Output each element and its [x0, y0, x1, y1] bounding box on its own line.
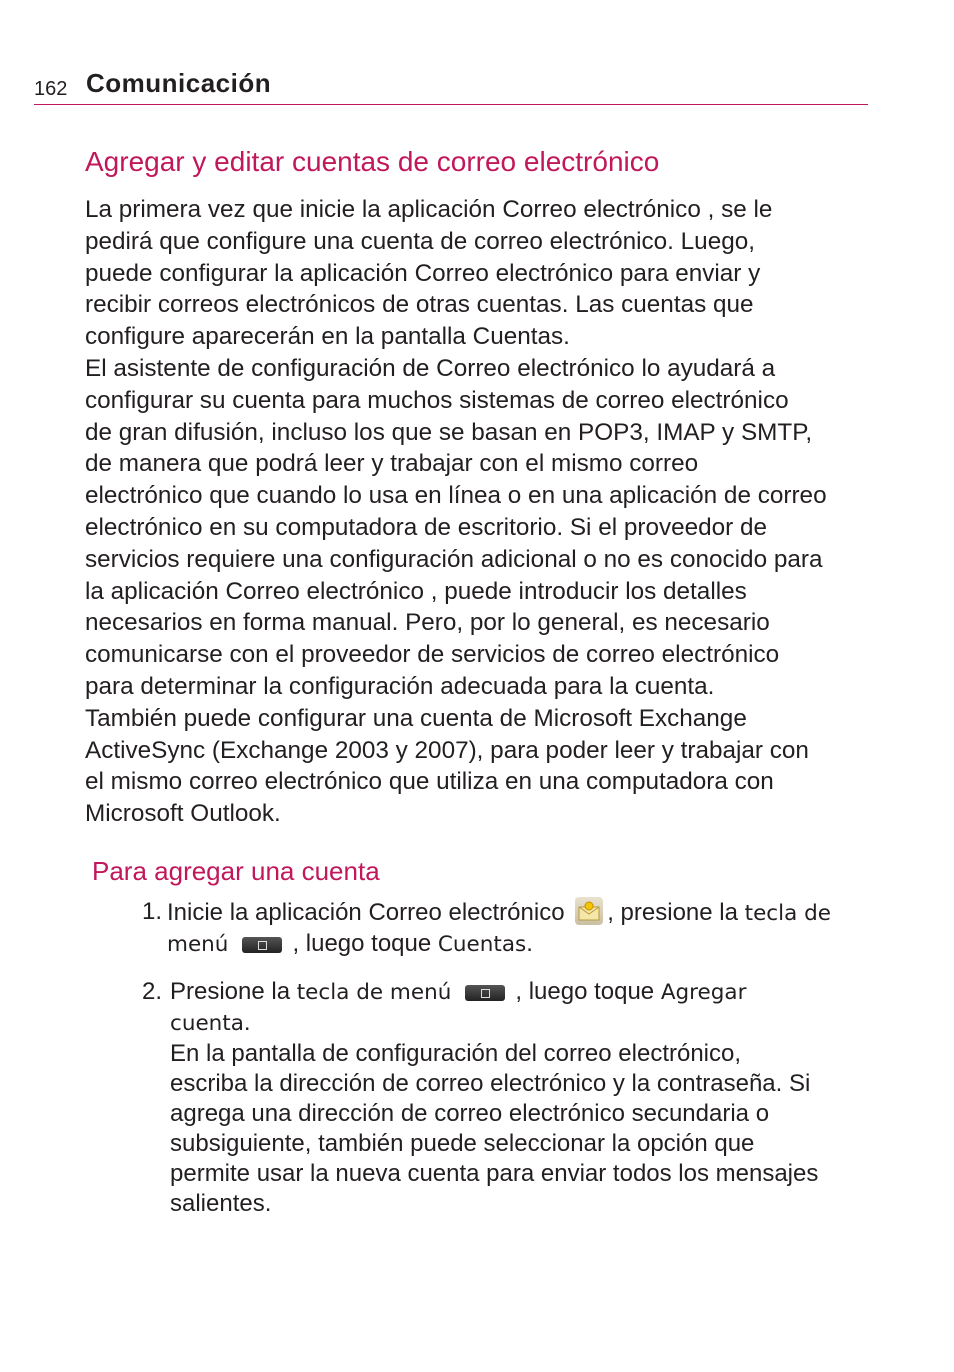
step-2: 2. Presione la tecla de menú , luego toque Agregar cuenta. En la pantalla de configuración del correo electrónico, escriba la dirección de correo electrónico y la contraseña. Si agrega una dirección de correo electrónico secundaria o subsiguiente, también puede seleccionar la opción que permite usar la nueva cuenta para enviar todos los mensajes salientes. — [142, 978, 819, 1217]
email-app-icon — [575, 897, 603, 925]
body-text — [85, 194, 875, 830]
step-1: 1. Inicie la aplicación Correo electrónico , presione la tecla de menú , luego toque Cuentas. — [142, 898, 831, 957]
page-header — [34, 66, 868, 105]
page-number: 162 — [34, 78, 68, 100]
section-title: Agregar y editar cuentas de correo electrónico — [85, 146, 660, 177]
subsection-title: Para agregar una cuenta — [92, 856, 380, 886]
paragraph-intro: La primera vez que inicie la aplicación Correo electrónico , se le pedirá que configure una cuenta de correo electrónico. Luego, puede configurar la aplicación Correo electrónico para enviar y recibir correos electrónicos de otras cuentas. Las cuentas que configure aparecerán en la pantalla Cuentas. — [85, 196, 773, 351]
step-2-number: 2. — [142, 978, 163, 1005]
step-1-number: 1. — [142, 898, 163, 925]
paragraph-wizard: El asistente de configuración de Correo electrónico lo ayudará a configurar su cuenta para muchos sistemas de correo electrónico de gran difusión, incluso los que se basan en POP3, IMAP y SMTP, de manera que podrá leer y trabajar con el mismo correo electrónico que cuando lo usa en línea o en una aplicación de correo electrónico en su computadora de escritorio. Si el proveedor de servicios requiere una configuración adicional o no es conocido para la aplicación Correo electrónico , puede introducir los detalles necesarios en forma manual. Pero, por lo general, es necesario comunicarse con el proveedor de servicios de correo electrónico para determinar la configuración adecuada para la cuenta. — [85, 354, 827, 700]
paragraph-exchange: También puede configurar una cuenta de Microsoft Exchange ActiveSync (Exchange 2003 y 2007), para poder leer y trabajar con el mismo correo electrónico que utiliza en una computadora con Microsoft Outlook. — [85, 704, 809, 828]
section-name: Comunicación — [86, 68, 272, 98]
menu-key-icon — [242, 937, 282, 953]
menu-key-icon — [465, 985, 505, 1001]
